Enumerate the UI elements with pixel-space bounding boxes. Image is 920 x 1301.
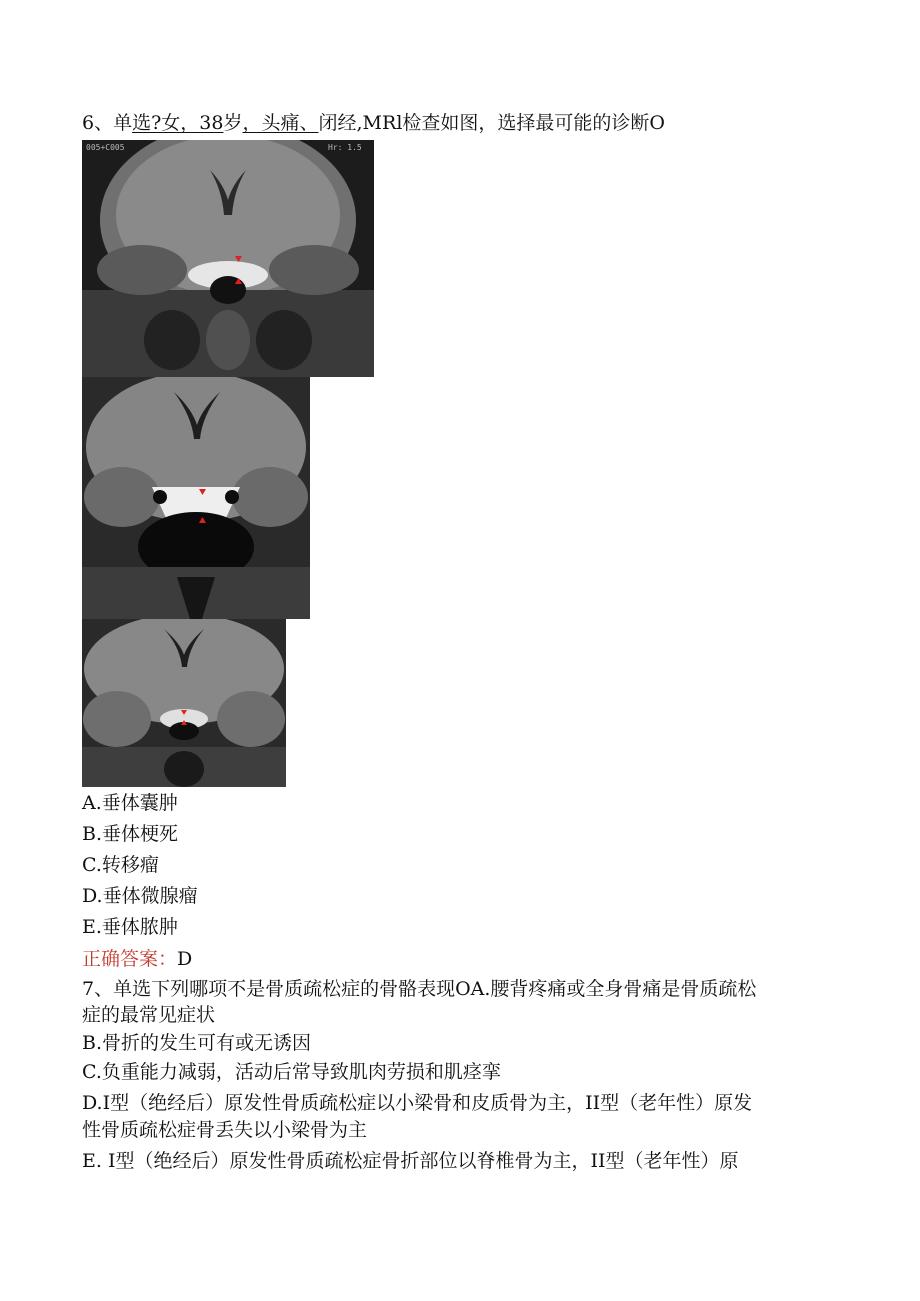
option-b: B.垂体梗死 xyxy=(82,823,179,845)
question-7-line-1: 7、单选下列哪项不是骨质疏松症的骨骼表现OA.腰背疼痛或全身骨痛是骨质疏松 xyxy=(82,978,757,1000)
question-text-part: 闭经,MRl检查如图，选择最可能的诊断O xyxy=(318,112,665,134)
question-7-option-b: B.骨折的发生可有或无诱因 xyxy=(82,1032,312,1054)
mri-label-left: 005+C005 xyxy=(86,143,125,152)
question-text-underlined: 选?女，38 xyxy=(132,112,224,134)
correct-answer-value: D xyxy=(177,948,193,970)
question-7-option-c: C.负重能力减弱，活动后常导致肌肉劳损和肌痉挛 xyxy=(82,1061,501,1083)
question-7-option-e-line-1: E. I型（绝经后）原发性骨质疏松症骨折部位以脊椎骨为主，II型（老年性）原 xyxy=(82,1150,739,1172)
mri-image-2 xyxy=(82,377,310,619)
mri-label-right: Hr: 1.5 xyxy=(328,143,362,152)
mri-image-3 xyxy=(82,619,286,787)
option-c: C.转移瘤 xyxy=(82,854,159,876)
question-7-option-d-line-2: 性骨质疏松症骨丢失以小梁骨为主 xyxy=(82,1119,368,1141)
option-a: A.垂体囊肿 xyxy=(82,792,178,814)
mri-image-1 xyxy=(82,140,374,377)
option-e: E.垂体脓肿 xyxy=(82,916,178,938)
question-text-underlined: ，头痛、 xyxy=(242,112,319,134)
question-number: 6、 xyxy=(82,112,114,134)
correct-answer-label: 正确答案： xyxy=(82,948,178,970)
correct-answer xyxy=(82,946,192,972)
question-6-title xyxy=(82,110,665,136)
question-7-option-d-line-1: D.I型（绝经后）原发性骨质疏松症以小梁骨和皮质骨为主，II型（老年性）原发 xyxy=(82,1092,753,1114)
option-d: D.垂体微腺瘤 xyxy=(82,885,198,907)
question-text-part: 单 xyxy=(113,112,133,134)
question-7-line-2: 症的最常见症状 xyxy=(82,1004,216,1026)
question-text-part: 岁 xyxy=(223,112,243,134)
